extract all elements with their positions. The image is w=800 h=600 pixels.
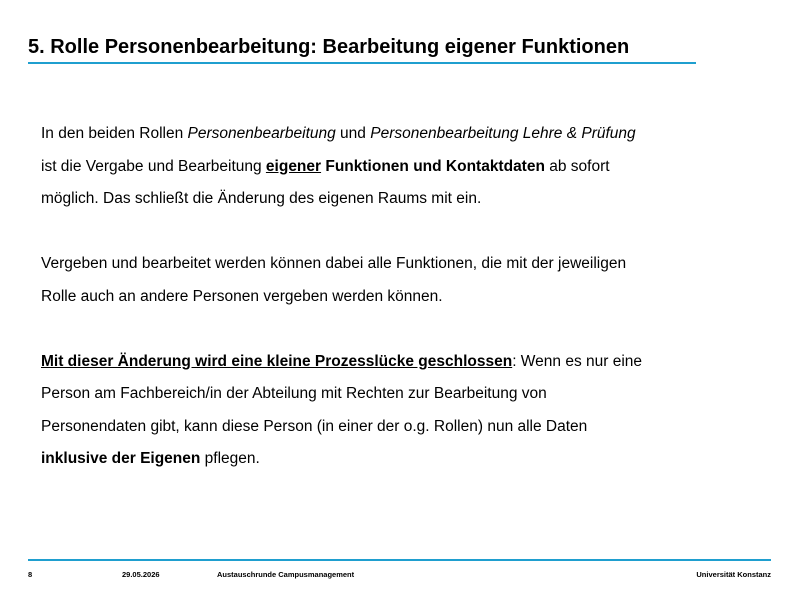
footer-page-number: 8 <box>28 570 33 579</box>
title-underline-rule <box>28 62 696 64</box>
paragraph-process-gap-line-3: Personendaten gibt, kann diese Person (in einer der o.g. Rollen) nun alle Daten <box>41 417 588 435</box>
paragraph-roles-line-3: möglich. Das schließt die Änderung des eigenen Raums mit ein. <box>41 190 482 207</box>
footer-date: 29.05.2026 <box>122 570 160 579</box>
paragraph-roles-line-1 <box>41 118 771 151</box>
bold-underlined-emphasis: Mit dieser Änderung wird eine kleine Prozesslücke geschlossen <box>41 352 513 370</box>
paragraph-functions-line-1: Vergeben und bearbeitet werden können dabei alle Funktionen, die mit der jeweiligen <box>41 255 627 272</box>
italic-role-name: Personenbearbeitung Lehre & Prüfung <box>370 125 636 142</box>
footer-rule <box>28 559 771 561</box>
paragraph-process-gap-line-1 <box>41 346 771 379</box>
bold-emphasis: Funktionen und Kontaktdaten <box>321 157 545 175</box>
text-span: und <box>335 125 371 142</box>
text-span: ab sofort <box>544 157 610 175</box>
text-span: : Wenn es nur eine <box>512 352 643 370</box>
text-span: pflegen. <box>200 450 260 467</box>
paragraph-process-gap <box>41 346 771 476</box>
paragraph-process-gap-line-2: Person am Fachbereich/in der Abteilung mit Rechten zur Bearbeitung von <box>41 385 547 402</box>
paragraph-functions-line-2: Rolle auch an andere Personen vergeben werden können. <box>41 287 443 305</box>
paragraph-functions <box>41 248 771 313</box>
paragraph-roles-line-2 <box>41 151 771 184</box>
paragraph-spacer <box>41 216 771 249</box>
paragraph-spacer <box>41 313 771 346</box>
bold-underlined-emphasis: eigener <box>265 157 322 175</box>
text-span: In den beiden Rollen <box>41 125 188 142</box>
footer-event-name: Austauschrunde Campusmanagement <box>217 570 355 579</box>
italic-role-name: Personenbearbeitung <box>187 125 336 142</box>
slide-body <box>41 118 771 476</box>
paragraph-roles <box>41 118 771 216</box>
paragraph-process-gap-line-4 <box>41 443 771 476</box>
text-span: ist die Vergabe und Bearbeitung <box>41 157 266 175</box>
bold-emphasis: inklusive der Eigenen <box>41 450 201 467</box>
footer-organization: Universität Konstanz <box>696 570 771 579</box>
slide-title: 5. Rolle Personenbearbeitung: Bearbeitung eigener Funktionen <box>28 36 630 58</box>
